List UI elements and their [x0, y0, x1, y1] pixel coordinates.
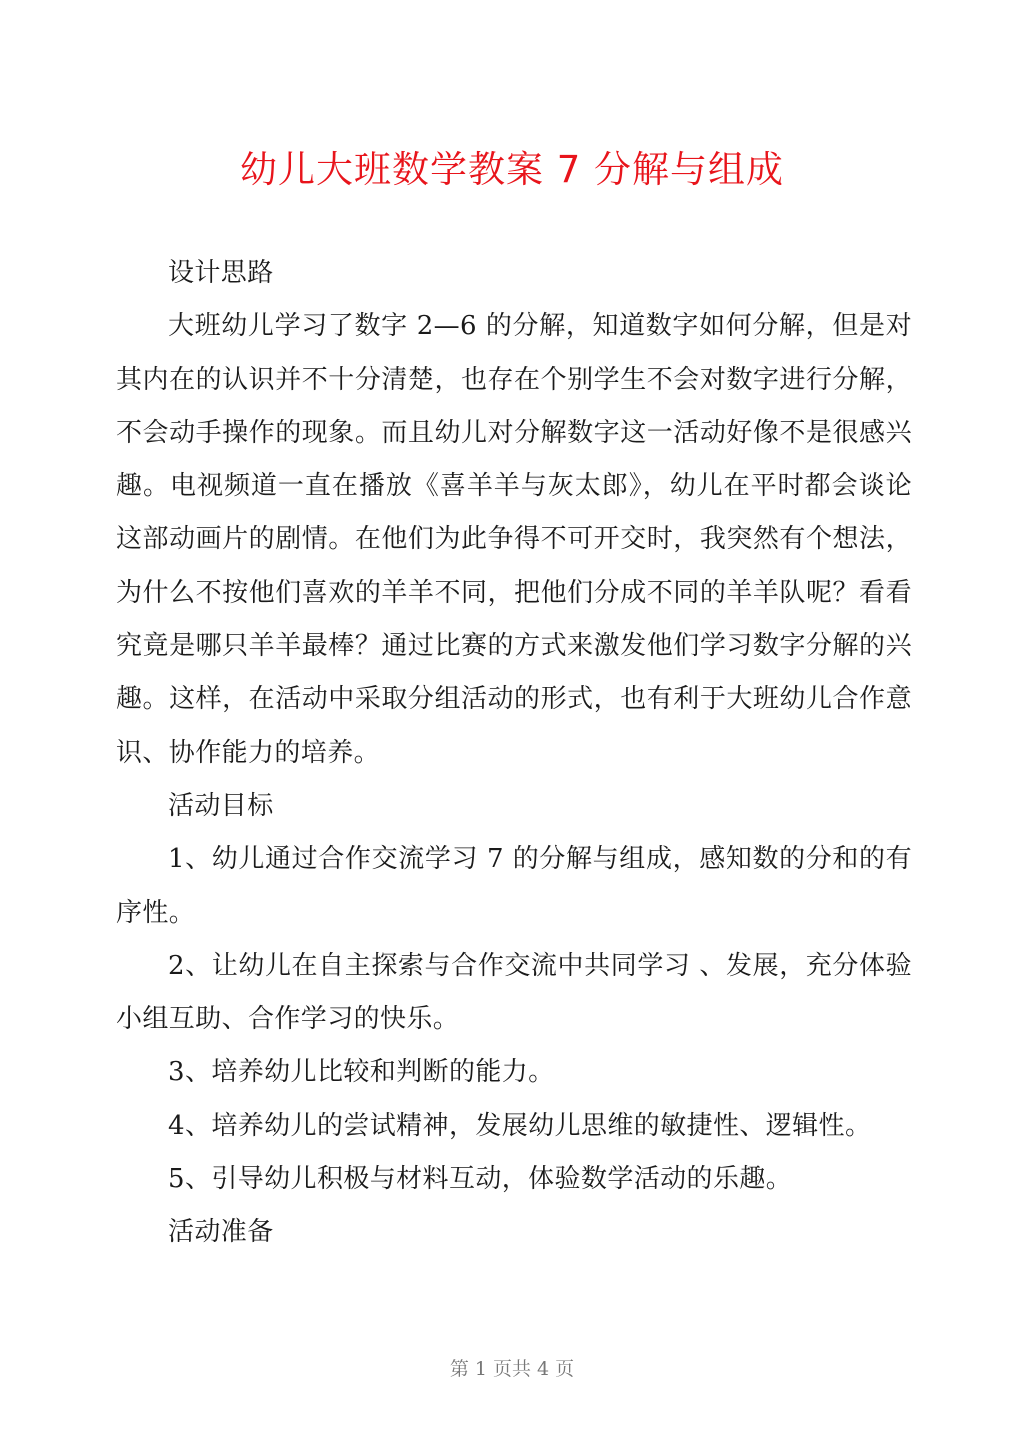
goal-item: 1、幼儿通过合作交流学习 7 的分解与组成，感知数的分和的有序性。	[116, 844, 912, 928]
section-heading-goals: 活动目标	[168, 790, 274, 821]
document-body	[116, 247, 912, 1260]
goal-item: 2、让幼儿在自主探索与合作交流中共同学习 、发展，充分体验小组互助、合作学习的快乐。	[116, 950, 912, 1035]
document-title: 幼儿大班数学教案 7 分解与组成	[239, 148, 785, 191]
goal-item: 4、培养幼儿的尝试精神，发展幼儿思维的敏捷性、逻辑性。	[168, 1110, 872, 1141]
goal-item: 5、引导幼儿积极与材料互动，体验数学活动的乐趣。	[168, 1164, 793, 1195]
section-heading-preparation: 活动准备	[168, 1217, 274, 1248]
page-footer: 第 1 页共 4 页	[449, 1358, 575, 1380]
section-heading-design: 设计思路	[168, 258, 274, 288]
goal-item: 3、培养幼儿比较和判断的能力。	[168, 1057, 555, 1088]
design-paragraph: 大班幼儿学习了数字 2—6 的分解，知道数字如何分解，但是对其内在的认识并不十分清楚，也存在个别学生不会对数字进行分解，不会动手操作的现象。而且幼儿对分解数字这一活动好像不是很感兴趣。电视频道一直在播放《喜羊羊与灰太郎》，幼儿在平时都会谈论这部动画片的剧情。在他们为此争得不可开交时，我突然有个想法，为什么不按他们喜欢的羊羊不同，把他们分成不同的羊羊队呢？看看究竟是哪只羊羊最棒？通过比赛的方式来激发他们学习数字分解的兴趣。这样，在活动中采取分组活动的形式，也有利于大班幼儿合作意识、协作能力的培养。	[116, 311, 912, 768]
